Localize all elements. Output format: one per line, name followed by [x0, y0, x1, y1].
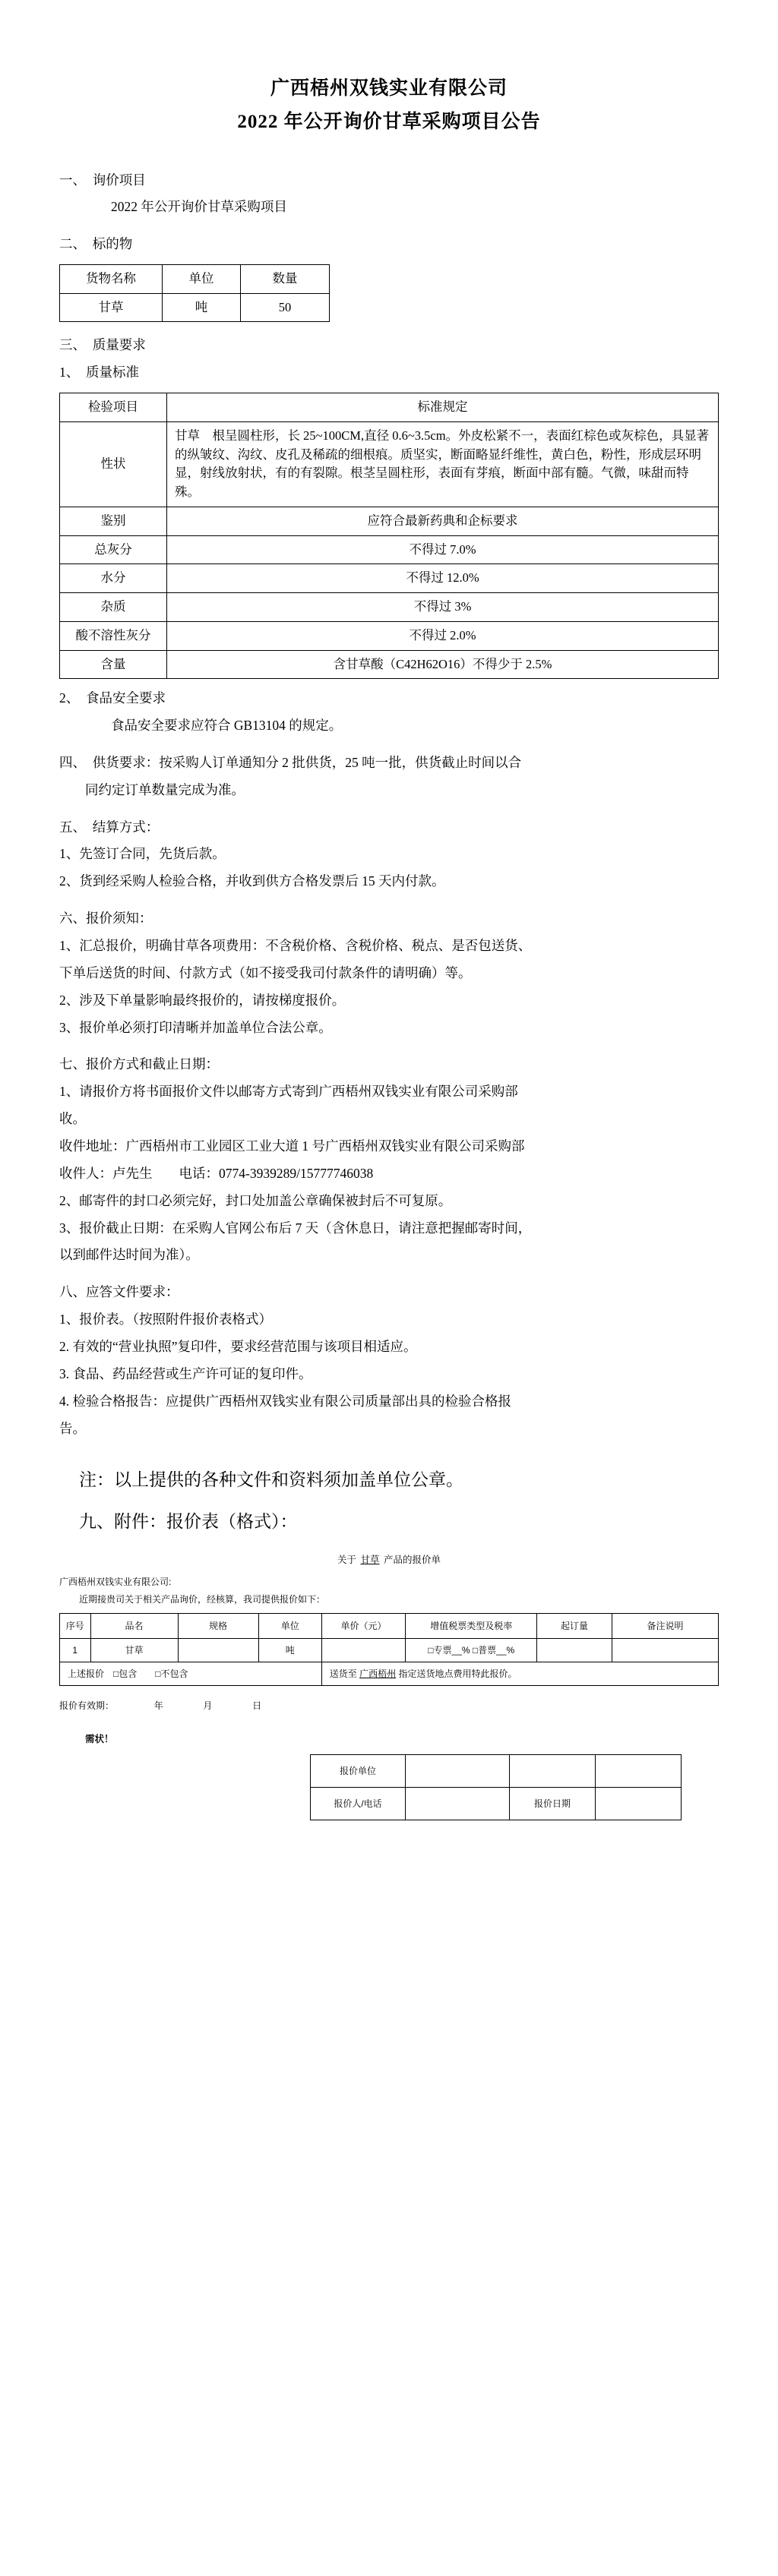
- quote-col-name: 品名: [90, 1613, 178, 1638]
- sign-label-date: 报价日期: [510, 1787, 596, 1820]
- section-5-item-0: 1、先签订合同，先货后款。: [59, 846, 226, 862]
- section-3-sub2: 2、 食品安全要求: [59, 690, 166, 706]
- table-row: [311, 1787, 682, 1820]
- quality-item-2: 总灰分: [60, 535, 167, 564]
- validity-year: 年: [153, 1700, 163, 1711]
- section-8-heading: 八、应答文件要求：: [59, 1284, 179, 1300]
- quality-value-0: 甘草 根呈圆柱形，长 25~100CM,直径 0.6~3.5cm。外皮松紧不一，表面红棕色或灰棕色，具显著的纵皱纹、沟纹、皮孔及稀疏的细根痕。质坚实，断面略显纤维性，黄白色，粉性，形成层环明显，射线放射状，有的有裂隙。根茎呈圆柱形，表面有芽痕，断面中部有髓。气微，味甜而特殊。: [167, 421, 719, 507]
- section-6-item-2: 2、涉及下单量影响最终报价的，请按梯度报价。: [59, 992, 346, 1008]
- quality-item-0: 性状: [60, 421, 167, 507]
- quotation-intro: 近期接贵司关于相关产品询价，经核算，我司提供报价如下：: [79, 1593, 326, 1605]
- quote-col-moq: 起订量: [537, 1613, 612, 1638]
- validity-label: 报价有效期：: [59, 1700, 115, 1711]
- goods-unit: 吨: [163, 293, 241, 322]
- section-7-address: 收件地址：广西梧州市工业园区工业大道 1 号广西梧州双钱实业有限公司采购部: [59, 1138, 525, 1154]
- table-row: [60, 421, 719, 507]
- table-row: [60, 564, 719, 593]
- quote-cell-tax[interactable]: □专票__% □普票__%: [406, 1638, 537, 1662]
- sign-value-person-phone[interactable]: [406, 1787, 510, 1820]
- page-title-line1: 广西梧州双钱实业有限公司: [270, 78, 508, 99]
- goods-col-name: 货物名称: [60, 264, 163, 293]
- section-7-item-6: 以到邮件达时间为准）。: [59, 1247, 199, 1263]
- section-7-contact: 收件人：卢先生 电话：0774-3939289/15777746038: [59, 1165, 374, 1181]
- quotation-title-prefix: 关于: [337, 1554, 356, 1565]
- sign-value-company[interactable]: [406, 1754, 510, 1787]
- quality-col-standard: 标准规定: [167, 393, 719, 422]
- quote-col-unit: 单位: [258, 1613, 321, 1638]
- signature-table: [310, 1754, 682, 1820]
- quote-footer-right: [321, 1662, 718, 1685]
- table-row: [60, 593, 719, 622]
- table-row: [311, 1754, 682, 1787]
- quality-item-5: 酸不溶性灰分: [60, 621, 167, 650]
- section-3-heading: 三、 质量要求: [59, 337, 146, 353]
- quote-col-no: 序号: [60, 1613, 91, 1638]
- goods-name: 甘草: [60, 293, 163, 322]
- validity-month: 月: [203, 1700, 213, 1711]
- quality-item-3: 水分: [60, 564, 167, 593]
- quote-footer-right-post: 指定送货地点费用特此报价。: [398, 1668, 517, 1680]
- section-1-body: 2022 年公开询价甘草采购项目: [111, 199, 287, 215]
- sign-label-person-phone: 报价人/电话: [311, 1787, 406, 1820]
- quotation-to-line: 广西梧州双钱实业有限公司:: [59, 1576, 172, 1587]
- section-4-heading-cont: 同约定订单数量完成为准。: [85, 781, 245, 797]
- section-3-sub2-body: 食品安全要求应符合 GB13104 的规定。: [111, 718, 343, 734]
- quote-cell-spec[interactable]: [178, 1638, 258, 1662]
- goods-qty: 50: [241, 293, 330, 322]
- section-7-item-5: 3、报价截止日期：在采购人官网公布后 7 天（含休息日，请注意把握邮寄时间，: [59, 1220, 532, 1236]
- section-5-heading: 五、 结算方式：: [59, 819, 160, 835]
- table-row: [60, 650, 719, 679]
- quotation-title-product: 甘草: [360, 1554, 380, 1565]
- important-note: 注：以上提供的各种文件和资料须加盖单位公章。: [79, 1470, 463, 1490]
- section-7-item-1: 收。: [59, 1111, 86, 1126]
- table-row: [60, 293, 330, 322]
- section-2-heading: 二、 标的物: [59, 236, 133, 252]
- sign-value-date[interactable]: [596, 1787, 682, 1820]
- quote-col-tax: 增值税票类型及税率: [406, 1613, 537, 1638]
- sign-label-company: 报价单位: [311, 1754, 406, 1787]
- quotation-table: [59, 1613, 719, 1686]
- goods-col-unit: 单位: [163, 264, 241, 293]
- quality-item-1: 鉴别: [60, 507, 167, 535]
- section-8-item-2: 3. 食品、药品经营或生产许可证的复印件。: [59, 1365, 312, 1381]
- quote-col-remark: 备注说明: [612, 1613, 719, 1638]
- quality-value-5: 不得过 2.0%: [167, 621, 719, 650]
- quality-value-6: 含甘草酸（C42H62O16）不得少于 2.5%: [167, 650, 719, 679]
- quotation-regards: 需状！: [85, 1733, 114, 1744]
- section-1-heading: 一、 询价项目: [59, 172, 146, 188]
- section-5-item-1: 2、货到经采购人检验合格，并收到供方合格发票后 15 天内付款。: [59, 873, 445, 889]
- section-4-heading: 四、 供货要求：按采购人订单通知分 2 批供货，25 吨一批，供货截止时间以合: [59, 755, 522, 770]
- table-row: [60, 621, 719, 650]
- quote-cell-remark[interactable]: [612, 1638, 719, 1662]
- quote-footer-city: 广西梧州: [359, 1668, 397, 1680]
- table-header-row: [60, 264, 330, 293]
- quotation-validity: [59, 1697, 719, 1715]
- quote-cell-no: 1: [60, 1638, 91, 1662]
- quality-value-2: 不得过 7.0%: [167, 535, 719, 564]
- section-7-item-4: 2、邮寄件的封口必须完好，封口处加盖公章确保被封后不可复原。: [59, 1192, 452, 1208]
- quality-value-4: 不得过 3%: [167, 593, 719, 622]
- section-9-heading: 九、附件：报价表（格式）：: [79, 1511, 298, 1531]
- goods-table: [59, 264, 330, 323]
- quotation-title: [59, 1552, 719, 1566]
- quality-table: [59, 393, 719, 679]
- section-6-heading: 六、报价须知：: [59, 911, 153, 927]
- quotation-form: [59, 1552, 719, 1820]
- section-8-item-4: 告。: [59, 1420, 86, 1436]
- section-6-item-1: 下单后送货的时间、付款方式（如不接受我司付款条件的请明确）等。: [59, 964, 472, 980]
- quality-value-1: 应符合最新药典和企标要求: [167, 507, 719, 535]
- table-row: [60, 535, 719, 564]
- section-7-heading: 七、报价方式和截止日期：: [59, 1056, 219, 1072]
- table-header-row: [60, 393, 719, 422]
- sign-blank-2[interactable]: [596, 1754, 682, 1787]
- validity-day: 日: [252, 1700, 262, 1711]
- table-row: [60, 507, 719, 535]
- section-8-item-1: 2. 有效的“营业执照”复印件，要求经营范围与该项目相适应。: [59, 1338, 417, 1354]
- quality-value-3: 不得过 12.0%: [167, 564, 719, 593]
- quote-col-price: 单价（元）: [321, 1613, 406, 1638]
- quality-item-6: 含量: [60, 650, 167, 679]
- table-header-row: [60, 1613, 719, 1638]
- quote-cell-moq[interactable]: [537, 1638, 612, 1662]
- sign-blank-1[interactable]: [510, 1754, 596, 1787]
- quote-footer-left[interactable]: 上述报价 □包含 □不包含: [60, 1662, 322, 1685]
- table-row: [60, 1662, 719, 1685]
- section-8-item-0: 1、报价表。（按照附件报价表格式）: [59, 1312, 272, 1327]
- quote-col-spec: 规格: [178, 1613, 258, 1638]
- quotation-title-suffix: 产品的报价单: [383, 1554, 441, 1565]
- section-6-item-3: 3、报价单必须打印清晰并加盖单位合法公章。: [59, 1019, 332, 1035]
- section-3-sub1: 1、 质量标准: [59, 365, 139, 380]
- quote-cell-price[interactable]: [321, 1638, 406, 1662]
- section-7-item-0: 1、请报价方将书面报价文件以邮寄方式寄到广西梧州双钱实业有限公司采购部: [59, 1084, 518, 1100]
- quote-cell-unit: 吨: [258, 1638, 321, 1662]
- goods-col-qty: 数量: [241, 264, 330, 293]
- section-8-item-3: 4. 检验合格报告：应提供广西梧州双钱实业有限公司质量部出具的检验合格报: [59, 1393, 511, 1409]
- table-row: [60, 1638, 719, 1662]
- quote-footer-right-pre: 送货至: [329, 1668, 357, 1680]
- section-6-item-0: 1、汇总报价，明确甘草各项费用：不含税价格、含税价格、税点、是否包送货、: [59, 937, 532, 953]
- page-title-line2: 2022 年公开询价甘草采购项目公告: [237, 111, 541, 132]
- quote-cell-name: 甘草: [90, 1638, 178, 1662]
- quality-col-item: 检验项目: [60, 393, 167, 422]
- quality-item-4: 杂质: [60, 593, 167, 622]
